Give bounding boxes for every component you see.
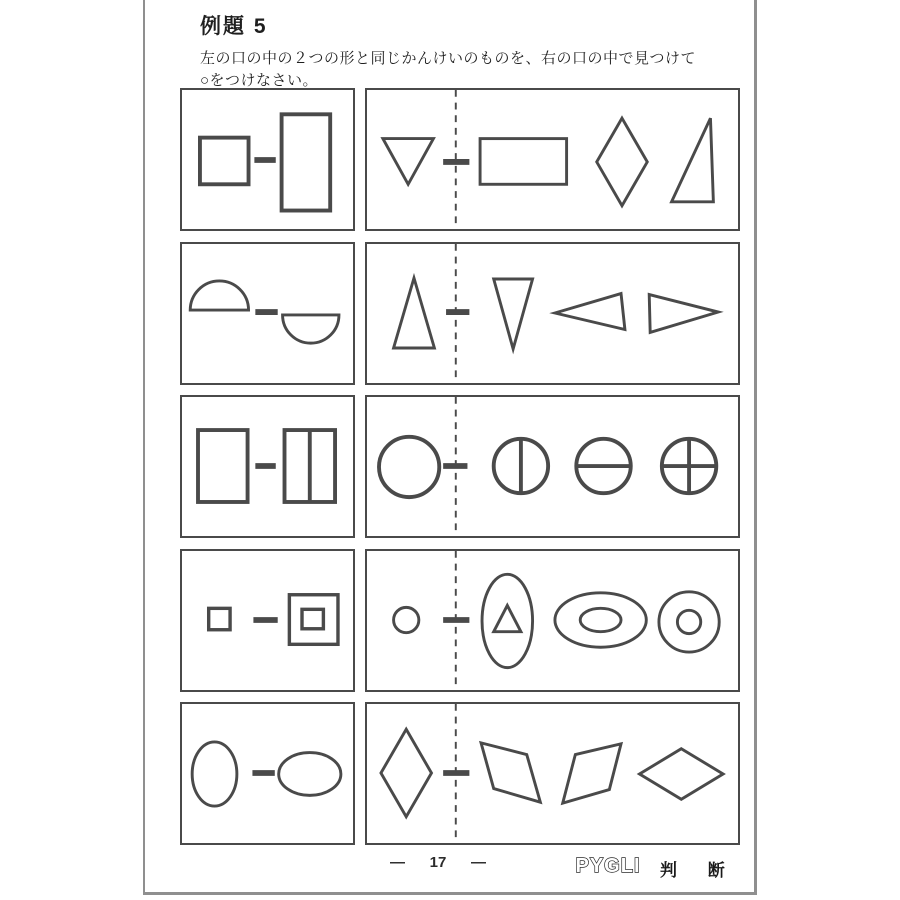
- option-circle-outer[interactable]: [659, 592, 719, 652]
- footer-page-number: [390, 854, 486, 871]
- footer-category-label: 判 断: [660, 861, 738, 880]
- option-diamond[interactable]: [597, 118, 648, 205]
- option-tilted-quad-right[interactable]: [481, 743, 540, 802]
- page-border-bottom: [143, 892, 757, 895]
- example-square-outer: [289, 595, 338, 645]
- row-4-right-box: [365, 549, 740, 692]
- page-number: 17: [429, 854, 447, 871]
- sample-triangle-down: [383, 139, 434, 185]
- option-tall-ellipse-triangle: [494, 605, 521, 631]
- row-3-left-box: [180, 395, 355, 538]
- option-right-triangle[interactable]: [672, 118, 714, 202]
- page-border-right: [754, 0, 757, 895]
- example-tall-ellipse: [192, 742, 237, 806]
- option-circle-inner: [677, 610, 700, 633]
- row-2-right-box: [365, 242, 740, 385]
- option-tall-ellipse[interactable]: [482, 574, 533, 667]
- sample-tall-diamond: [381, 729, 432, 816]
- option-wide-ellipse-inner: [580, 608, 621, 631]
- option-wide-diamond[interactable]: [639, 749, 723, 800]
- option-triangle-left[interactable]: [555, 294, 625, 330]
- option-wide-rectangle[interactable]: [480, 139, 567, 185]
- example-small-square: [209, 608, 230, 629]
- brand-logo-text: PYGLI: [575, 855, 641, 877]
- example-semicircle-down: [283, 315, 339, 343]
- page-border-left: [143, 0, 145, 894]
- option-tilted-quad-left[interactable]: [563, 744, 621, 803]
- row-5-left-box: [180, 702, 355, 845]
- row-3-right-box: [365, 395, 740, 538]
- instruction-line-2: ○をつけなさい。: [200, 71, 319, 89]
- sample-circle: [379, 437, 439, 497]
- option-triangle-right[interactable]: [649, 295, 718, 333]
- page-number-dash-left: —: [390, 854, 405, 871]
- row-1-left-box: [180, 88, 355, 231]
- row-4-left-box: [180, 549, 355, 692]
- header: [200, 10, 740, 92]
- example-square-inner: [302, 609, 323, 628]
- row-5-right-box: [365, 702, 740, 845]
- sample-triangle-up: [394, 278, 435, 348]
- sample-small-circle: [394, 607, 419, 632]
- example-semicircle-up: [190, 281, 248, 310]
- row-2-left-box: [180, 242, 355, 385]
- example-small-square: [200, 138, 249, 185]
- page-title: 例題 5: [200, 15, 268, 38]
- example-rectangle: [198, 430, 248, 502]
- option-triangle-down[interactable]: [494, 279, 533, 349]
- instruction-line-1: 左の口の中の２つの形と同じかんけいのものを、右の口の中で見つけて: [200, 50, 697, 67]
- example-wide-ellipse: [279, 753, 341, 796]
- option-wide-ellipse-outer[interactable]: [555, 593, 646, 647]
- row-1-right-box: [365, 88, 740, 231]
- example-tall-rectangle: [282, 114, 331, 210]
- brand-logo: [569, 851, 647, 879]
- page-number-dash-right: —: [471, 854, 486, 871]
